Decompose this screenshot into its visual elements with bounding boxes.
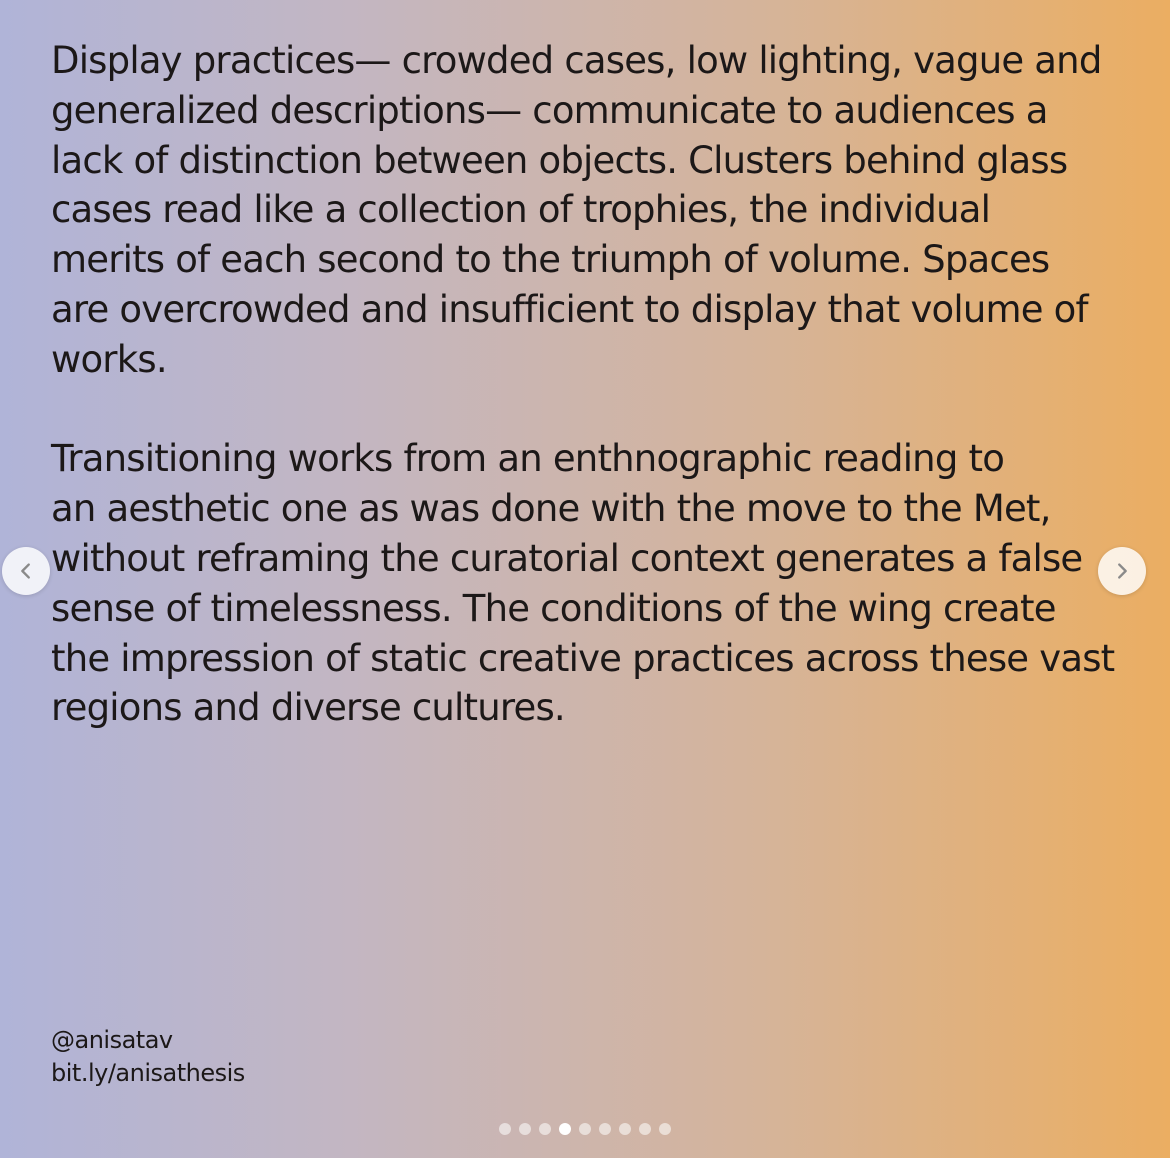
paragraph-line: Transitioning works from an enthnographic reading to bbox=[51, 437, 1005, 481]
pagination-dot bbox=[539, 1123, 551, 1135]
pagination-dot bbox=[519, 1123, 531, 1135]
previous-slide-button[interactable] bbox=[2, 547, 50, 595]
chevron-left-icon bbox=[15, 560, 37, 582]
paragraph-1 bbox=[51, 36, 1106, 385]
paragraph-line: without reframing the curatorial context generates a false bbox=[51, 536, 1083, 580]
paragraph-line: are overcrowded and insufficient to display that volume of bbox=[51, 287, 1088, 331]
slide-body-text bbox=[51, 36, 1115, 733]
next-slide-button[interactable] bbox=[1098, 547, 1146, 595]
pagination-dot-active bbox=[559, 1123, 571, 1135]
carousel-pagination-dots bbox=[0, 1123, 1170, 1135]
paragraph-line: Display practices— crowded cases, low lighting, vague and bbox=[51, 39, 1102, 82]
pagination-dot bbox=[599, 1123, 611, 1135]
credits bbox=[51, 1024, 245, 1090]
paragraph-line: regions and diverse cultures. bbox=[51, 686, 565, 730]
pagination-dot bbox=[499, 1123, 511, 1135]
author-handle: @anisatav bbox=[51, 1026, 173, 1054]
pagination-dot bbox=[659, 1123, 671, 1135]
pagination-dot bbox=[579, 1123, 591, 1135]
paragraph-line: merits of each second to the triumph of volume. Spaces bbox=[51, 238, 1050, 282]
pagination-dot bbox=[639, 1123, 651, 1135]
paragraph-line: the impression of static creative practices across these vast bbox=[51, 636, 1115, 680]
thesis-link-text: bit.ly/anisathesis bbox=[51, 1059, 245, 1087]
paragraph-line: generalized descriptions— communicate to audiences a bbox=[51, 88, 1048, 132]
paragraph-line: lack of distinction between objects. Clusters behind glass bbox=[51, 138, 1068, 182]
paragraph-line: sense of timelessness. The conditions of the wing create bbox=[51, 586, 1056, 630]
pagination-dot bbox=[619, 1123, 631, 1135]
chevron-right-icon bbox=[1111, 560, 1133, 582]
paragraph-line: cases read like a collection of trophies, the individual bbox=[51, 188, 991, 232]
paragraph-line: an aesthetic one as was done with the move to the Met, bbox=[51, 487, 1051, 531]
paragraph-line: works. bbox=[51, 337, 167, 381]
paragraph-2 bbox=[51, 434, 1115, 733]
